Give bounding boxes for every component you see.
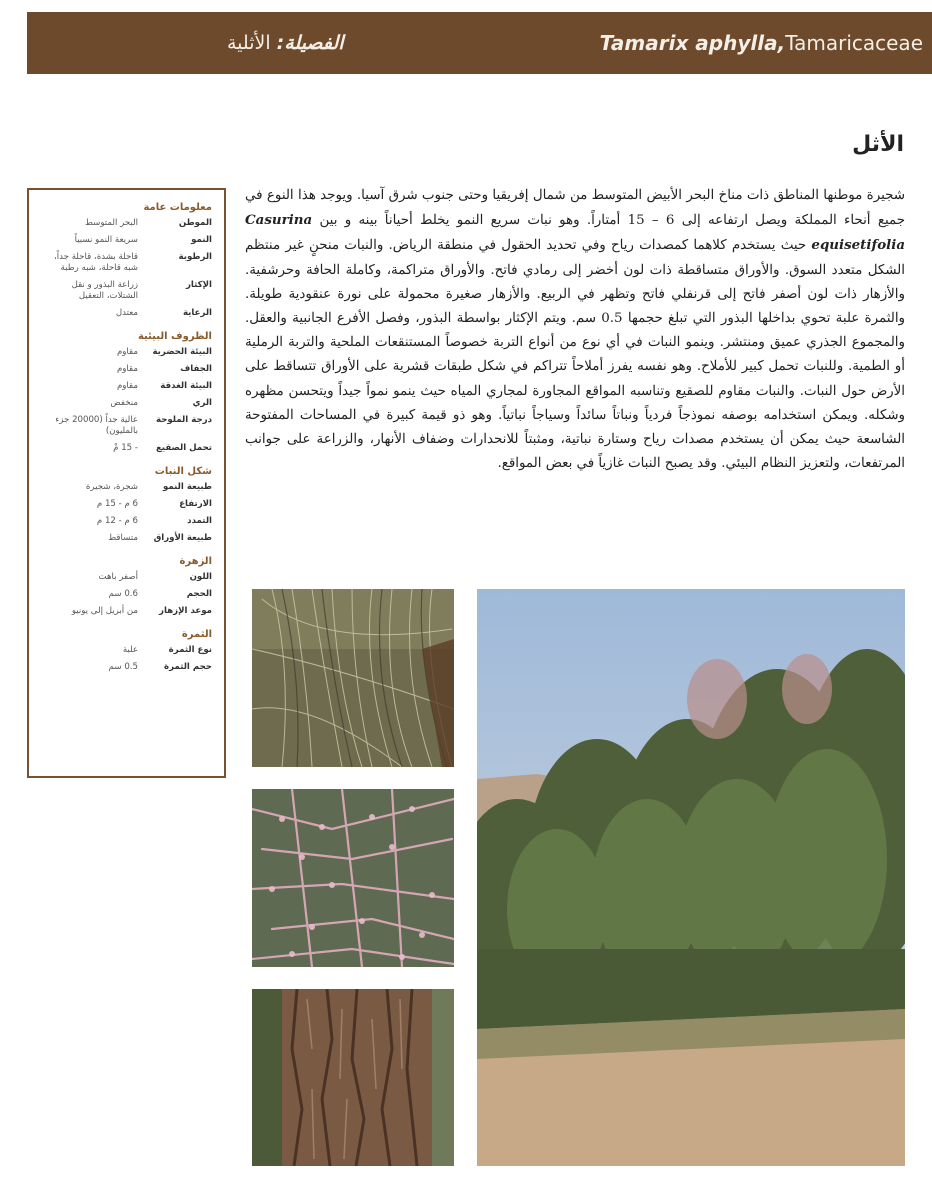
info-row [41, 252, 212, 274]
info-row [41, 533, 212, 544]
info-label: النمو [191, 235, 212, 245]
trees-illustration [477, 589, 905, 1166]
info-value: شجرة، شجيرة [85, 482, 138, 492]
section-title: معلومات عامة [143, 202, 212, 213]
info-label: موعد الإزهار [159, 606, 212, 616]
photo-tamarix-trees [477, 589, 905, 1166]
info-label: الرعاية [182, 308, 212, 318]
section-fruit [41, 629, 212, 673]
info-row [41, 308, 212, 319]
header-bar [27, 12, 932, 74]
section-general [41, 202, 212, 319]
section-title: الثمرة [181, 629, 212, 640]
info-box [27, 188, 226, 778]
info-label: طبيعة الأوراق [153, 533, 212, 543]
page-title: الأثل [852, 132, 904, 157]
info-value: عالية جداً (20000 جزء بالمليون) [55, 415, 138, 436]
info-label: نوع الثمرة [168, 645, 212, 655]
info-row [41, 499, 212, 510]
photo-flowers [252, 789, 454, 967]
info-label: اللون [189, 572, 212, 582]
info-label: حجم الثمرة [164, 662, 212, 672]
section-title: شكل النبات [154, 466, 212, 477]
info-label: الموطن [178, 218, 212, 228]
description-part-1: شجيرة موطنها المناطق ذات مناخ البحر الأبيض المتوسط من شمال إفريقيا وحتى جنوب شرق آسيا. ويوجد هذا النوع في جميع أنحاء المملكة ويصل ارتفاعه إلى 6 – 15 أمتاراً. وهو نبات سريع النمو يخلط أحياناً بينه و بين [245, 188, 906, 229]
section-environment [41, 331, 212, 454]
info-label: البيئة الغدقة [160, 381, 212, 391]
info-row [41, 645, 212, 656]
info-value: مقاوم [116, 347, 138, 357]
info-row [41, 516, 212, 527]
info-row [41, 589, 212, 600]
description-text [245, 184, 905, 476]
info-value: 6 م - 12 م [96, 516, 138, 526]
photo-bark [252, 989, 454, 1166]
info-label: الإكثار [185, 280, 212, 290]
info-label: طبيعة النمو [163, 482, 212, 492]
photo-foliage [252, 589, 454, 767]
info-label: الجفاف [180, 364, 212, 374]
family-arabic [227, 12, 437, 74]
info-value: مقاوم [116, 381, 138, 391]
info-row [41, 364, 212, 375]
info-value: مقاوم [116, 364, 138, 374]
info-label: درجة الملوحة [156, 415, 212, 425]
section-shape [41, 466, 212, 544]
section-title: الظروف البيئية [137, 331, 212, 342]
latin-name: Tamarix aphylla, [599, 31, 786, 55]
info-label: تحمل الصقيع [155, 443, 212, 453]
info-row [41, 606, 212, 617]
info-value: 0.6 سم [108, 589, 138, 599]
info-row [41, 482, 212, 493]
description-part-2: حيث يستخدم كلاهما كمصدات رياح وفي تحديد الحقول في منطقة الرياض. والنبات منحنٍ غير منتظم الشكل متعدد السوق. والأوراق متساقطة ذات لون أخضر إلى رمادي فاتح. والأوراق متراكمة، وكاملة الحافة وحرشفية. والأزهار ذات لون أصفر فاتح إلى قرنفلي فاتح وتظهر في الربيع. والأزهار صغيرة محمولة على نورة عنقودية طويلة. والثمرة علبة تحوي بداخلها البذور التي تبلغ حجمها 0.5 سم. ويتم الإكثار بواسطة البذور، وفصل الأفرع الجانبية والعقل. والمجموع الجذري عميق ومنتشر. وينمو النبات في أي نوع من أنواع التربة خصوصاً المستنقعات الملحية والتربة الرملية أو الطمية. وللنبات تحمل كبير للأملاح. وهو نفسه يفرز أملاحاً تتراكم في شكل طبقات قشرية على الأوراق تتساقط على الأرض حول النبات. والنبات مقاوم للصقيع وتناسبه المواقع المجاورة لمجاري المياه حيث ينمو نمواً جيداً ويتحسن مظهره وشكله. ويمكن استخدامه بوصفه نموذجاً فردياً ونباتاً سائداً وسياجاً نباتياً. وهو ذو قيمة كبيرة في المساحات المفتوحة الشاسعة حيث يمكن أن يستخدم مصدات رياح وستارة نباتية، ومثبتاً للانحدارات وضفاف الأنهار، والزراعة على جوانب المرتفعات، ولتعزيز النظام البيئي. وقد يصبح النبات غازياً في بعض المواقع. [245, 238, 906, 472]
info-value: متساقط [108, 533, 138, 543]
info-label: الحجم [186, 589, 212, 599]
info-label: الارتفاع [179, 499, 212, 509]
species-latin [593, 12, 923, 74]
info-row [41, 662, 212, 673]
info-row [41, 398, 212, 409]
info-value: - 15 مْ [113, 443, 138, 453]
info-row [41, 235, 212, 246]
info-value: 0.5 سم [108, 662, 138, 672]
info-row [41, 381, 212, 392]
info-value: معتدل [115, 308, 138, 318]
info-value: منخفض [110, 398, 138, 408]
info-label: الرطوبة [178, 252, 212, 262]
info-label: الري [192, 398, 212, 408]
info-row [41, 415, 212, 437]
info-row [41, 218, 212, 229]
info-value: سريعة النمو نسبياً [74, 235, 138, 245]
info-row [41, 347, 212, 358]
family-label: الفصيلة: [276, 32, 344, 54]
info-row [41, 572, 212, 583]
flowers-illustration [252, 789, 454, 967]
bark-illustration [252, 989, 454, 1166]
family-name-latin: Tamaricaceae [785, 31, 923, 55]
info-value: 6 م - 15 م [96, 499, 138, 509]
info-value: البحر المتوسط [85, 218, 138, 228]
section-title: الزهرة [179, 556, 212, 567]
family-name-arabic: الأثلية [227, 32, 271, 54]
info-value: قاحلة بشدة، قاحلة جداً، شبه قاحلة، شبه رطبة [53, 252, 138, 273]
info-row [41, 280, 212, 302]
info-label: البيئة الحضرية [152, 347, 212, 357]
description-latin-name: Casurina equisetifolia [245, 212, 905, 254]
foliage-illustration [252, 589, 454, 767]
info-row [41, 443, 212, 454]
info-label: التمدد [187, 516, 212, 526]
info-value: من أبريل إلى يونيو [71, 606, 138, 616]
info-value: علبة [122, 645, 138, 655]
section-flower [41, 556, 212, 617]
info-value: زراعة البذور و نقل الشتلات، التعقيل [71, 280, 138, 301]
info-value: أصفر باهت [98, 572, 138, 582]
